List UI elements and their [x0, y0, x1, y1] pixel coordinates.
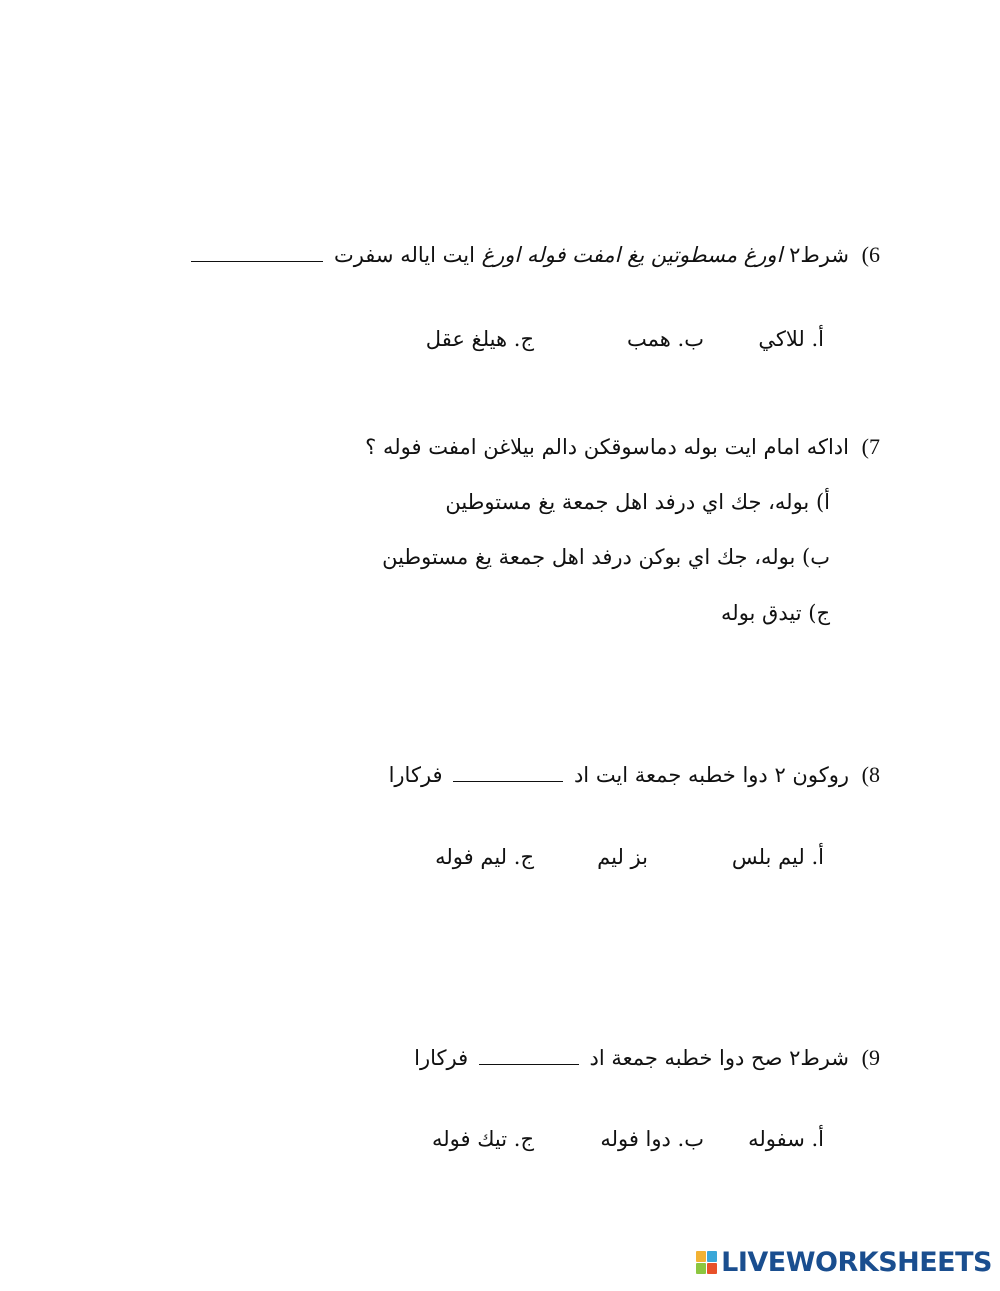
liveworksheets-logo: [696, 1247, 992, 1277]
question-8-number: 8): [861, 762, 880, 787]
option-text: ليم فوله: [435, 845, 508, 869]
question-7-option-b[interactable]: [382, 545, 830, 570]
option-text: بوله، جك اي درفد اهل جمعة يغ مستوطين: [445, 490, 810, 514]
option-text: دوا فوله: [600, 1127, 671, 1151]
question-7-number: 7): [861, 434, 880, 459]
question-6-part1: شرط٢: [789, 243, 849, 267]
option-label: أ.: [811, 845, 824, 869]
question-8-option-c[interactable]: [435, 845, 534, 870]
option-text: بز ليم: [597, 845, 648, 869]
question-7-option-c[interactable]: [721, 601, 830, 626]
option-label: ب): [802, 545, 830, 569]
option-text: تيك فوله: [431, 1127, 508, 1151]
option-text: تيدق بوله: [721, 601, 802, 625]
logo-block-e: [707, 1263, 717, 1274]
question-6-option-a[interactable]: [758, 327, 824, 352]
question-9-option-b[interactable]: [600, 1127, 704, 1152]
option-label: أ.: [811, 1127, 824, 1151]
question-6-blank[interactable]: [191, 243, 323, 262]
option-text: سفوله: [748, 1127, 805, 1151]
question-8-blank[interactable]: [453, 763, 563, 782]
question-6-text: [187, 242, 880, 268]
option-text: للاكي: [758, 327, 805, 351]
question-8-option-a[interactable]: [732, 845, 824, 870]
option-label: ج.: [513, 327, 534, 351]
question-7-option-a[interactable]: [445, 490, 830, 515]
option-label: ب.: [677, 327, 704, 351]
question-8-before: روكون ٢ دوا خطبه جمعة ايت اد: [573, 763, 849, 787]
logo-text: LIVEWORKSHEETS: [721, 1246, 992, 1278]
option-text: بوله، جك اي بوكن درفد اهل جمعة يغ مستوطين: [382, 545, 796, 569]
question-6-option-b[interactable]: [627, 327, 704, 352]
question-8-after: فركارا: [388, 763, 443, 787]
question-9-text: [414, 1045, 880, 1071]
question-9-blank[interactable]: [479, 1046, 579, 1065]
question-6-part3: ايت اياله سفرت: [333, 243, 475, 267]
question-9-after: فركارا: [414, 1046, 469, 1070]
question-8-text: [389, 762, 880, 788]
logo-blocks-icon: [696, 1251, 717, 1274]
question-8-option-b[interactable]: [597, 845, 648, 870]
question-9-before: شرط٢ صح دوا خطبه جمعة اد: [589, 1046, 849, 1070]
option-label: أ.: [811, 327, 824, 351]
logo-block-v: [696, 1263, 706, 1274]
option-text: هيلغ عقل: [425, 327, 508, 351]
logo-block-i: [707, 1251, 717, 1262]
option-label: ج.: [513, 1127, 534, 1151]
option-label: ج): [808, 601, 830, 625]
logo-block-l: [696, 1251, 706, 1262]
question-6-part2: اورغ مسطوتين يغ امفت فوله اورغ: [481, 243, 783, 267]
option-label: أ): [815, 490, 830, 514]
question-7-body: اداكه امام ايت بوله دماسوقكن دالم بيلاغن امفت فوله ؟: [365, 435, 849, 459]
option-text: ليم بلس: [731, 845, 805, 869]
question-6-option-c[interactable]: [426, 327, 534, 352]
option-label: ب.: [677, 1127, 704, 1151]
option-text: همب: [627, 327, 671, 351]
question-9-option-a[interactable]: [748, 1127, 824, 1152]
question-7-text: [365, 434, 880, 460]
question-6-number: 6): [861, 242, 880, 267]
option-label: ج.: [513, 845, 534, 869]
question-9-number: 9): [861, 1045, 880, 1070]
question-9-option-c[interactable]: [432, 1127, 534, 1152]
